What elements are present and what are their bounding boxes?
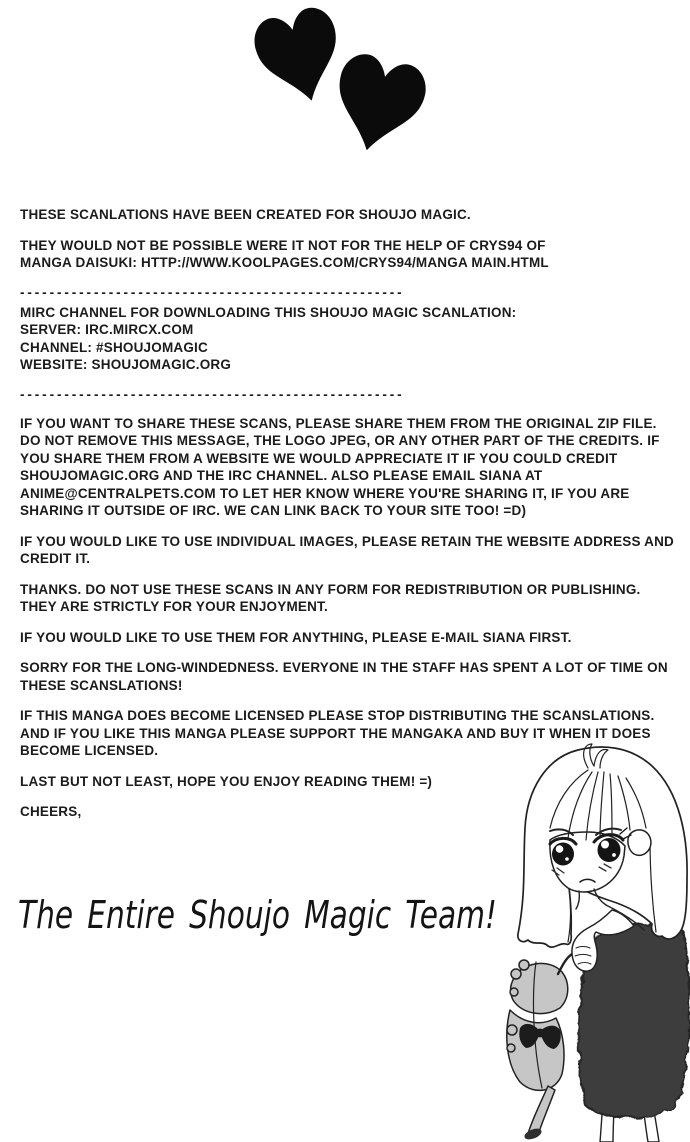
- help-paragraph: [20, 237, 680, 272]
- text-line: LAST BUT NOT LEAST, HOPE YOU ENJOY READING THEM! =): [20, 773, 433, 789]
- intro-paragraph: [20, 206, 680, 224]
- text-line: CREDIT IT.: [20, 551, 91, 566]
- text-line: CHEERS,: [20, 804, 82, 819]
- text-line: BECOME LICENSED.: [20, 743, 159, 758]
- individual-images-paragraph: [20, 533, 680, 568]
- team-signature: The Entire Shoujo Magic Team!: [18, 893, 497, 937]
- credits-text-block: [20, 206, 680, 834]
- text-line: THANKS. DO NOT USE THESE SCANS IN ANY FORM FOR REDISTRIBUTION OR PUBLISHING.: [20, 581, 641, 597]
- text-line: CHANNEL: #SHOUJOMAGIC: [20, 339, 208, 355]
- apology-paragraph: [20, 659, 680, 694]
- text-line: AND IF YOU LIKE THIS MANGA PLEASE SUPPORT THE MANGAKA AND BUY IT WHEN IT DOES: [20, 725, 651, 741]
- text-line: YOU SHARE THEM FROM A WEBSITE WE WOULD APPRECIATE IT IF YOU COULD CREDIT: [20, 450, 618, 466]
- heart-icon-left: [249, 5, 351, 111]
- text-line: WEBSITE: SHOUJOMAGIC.ORG: [20, 357, 232, 372]
- text-line: SHOUJOMAGIC.ORG AND THE IRC CHANNEL. ALSO PLEASE EMAIL SIANA AT: [20, 468, 543, 483]
- text-line: THEY ARE STRICTLY FOR YOUR ENJOYMENT.: [20, 599, 328, 614]
- sharing-paragraph: [20, 415, 680, 520]
- redistribution-paragraph: [20, 581, 680, 616]
- two-hearts-illustration: [243, 5, 433, 163]
- text-line: MIRC CHANNEL FOR DOWNLOADING THIS SHOUJO MAGIC SCANLATION:: [20, 304, 517, 320]
- heart-icon-right: [325, 49, 431, 160]
- text-line: THESE SCANSLATIONS!: [20, 677, 183, 693]
- text-line: THESE SCANLATIONS HAVE BEEN CREATED FOR SHOUJO MAGIC.: [20, 207, 471, 222]
- text-line: IF THIS MANGA DOES BECOME LICENSED PLEASE STOP DISTRIBUTING THE SCANSLATIONS.: [20, 708, 655, 723]
- irc-paragraph: [20, 304, 680, 374]
- text-line: SERVER: IRC.MIRCX.COM: [20, 322, 194, 337]
- text-line: SORRY FOR THE LONG-WINDEDNESS. EVERYONE IN THE STAFF HAS SPENT A LOT OF TIME ON: [20, 660, 668, 675]
- text-line: SHARING IT OUTSIDE OF IRC. WE CAN LINK BACK TO YOUR SITE TOO! =D): [20, 503, 527, 518]
- girl-bag: [507, 954, 572, 1138]
- text-line: ANIME@CENTRALPETS.COM TO LET HER KNOW WHERE YOU'RE SHARING IT, IF YOU ARE: [20, 485, 630, 501]
- text-line: MANGA DAISUKI: HTTP://WWW.KOOLPAGES.COM/CRYS94/MANGA MAIN.HTML: [20, 255, 549, 270]
- shoujo-girl-illustration: [500, 742, 690, 1142]
- dashed-divider: ----------------------------------------------------: [20, 386, 405, 402]
- text-line: DO NOT REMOVE THIS MESSAGE, THE LOGO JPEG, OR ANY OTHER PART OF THE CREDITS. IF: [20, 433, 660, 448]
- text-line: THEY WOULD NOT BE POSSIBLE WERE IT NOT FOR THE HELP OF CRYS94 OF: [20, 237, 546, 253]
- contact-paragraph: [20, 629, 680, 647]
- text-line: IF YOU WOULD LIKE TO USE THEM FOR ANYTHING, PLEASE E-MAIL SIANA FIRST.: [20, 629, 572, 645]
- text-line: IF YOU WOULD LIKE TO USE INDIVIDUAL IMAGES, PLEASE RETAIN THE WEBSITE ADDRESS AND: [20, 533, 674, 549]
- dashed-divider: ----------------------------------------------------: [20, 284, 405, 300]
- girl-ear: [628, 830, 651, 855]
- text-line: IF YOU WANT TO SHARE THESE SCANS, PLEASE SHARE THEM FROM THE ORIGINAL ZIP FILE.: [20, 415, 657, 431]
